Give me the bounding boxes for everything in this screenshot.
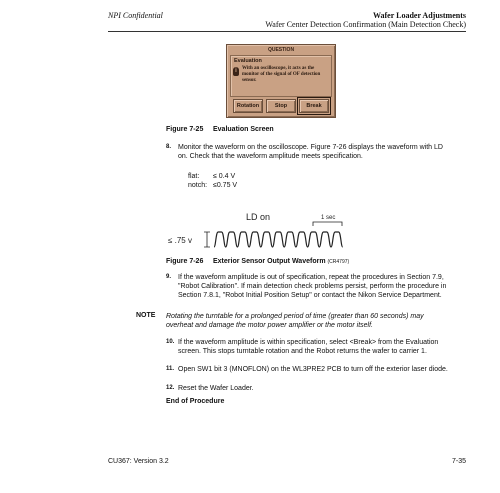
step-11-text: Open SW1 bit 3 (MNOFLON) on the WL3PRE2 PCB to turn off the exterior laser diode. xyxy=(178,366,448,373)
footer-version: CU367: Version 3.2 xyxy=(108,458,169,465)
figure-26-caption-text: Exterior Sensor Output Waveform xyxy=(213,258,326,265)
note-label: NOTE xyxy=(136,312,156,319)
break-button[interactable]: Break xyxy=(299,99,329,113)
evaluation-dialog xyxy=(226,44,336,118)
step-11-number: 11. xyxy=(166,366,175,372)
section-subtitle: Wafer Center Detection Confirmation (Main Detection Check) xyxy=(265,20,466,29)
ld-on-label: LD on xyxy=(246,212,271,222)
stop-button[interactable]: Stop xyxy=(266,99,296,113)
page-number: 7-35 xyxy=(451,458,466,465)
notch-value: ≤0.75 V xyxy=(213,182,238,189)
figure-26-ref: (CR4797) xyxy=(327,259,350,265)
step-12-text: Reset the Wafer Loader. xyxy=(178,385,254,392)
header-rule xyxy=(108,31,466,32)
step-10-number: 10. xyxy=(166,339,175,345)
step-9-text: If the waveform amplitude is out of specification, repeat the procedures in Section 7.9, "Robot Calibration". If main detection check problems persist, perform the procedure in Section 7.8.1, "Robot Initial Position Setup" or contact the Nikon Service Department. xyxy=(178,274,447,299)
waveform-figure xyxy=(160,205,360,255)
figure-26-number: Figure 7-26 xyxy=(166,258,204,265)
waveform-trace xyxy=(214,232,343,247)
dialog-message: With an oscilloscope, it acts as the monitor of the signal of OF detection sensor. xyxy=(242,66,321,83)
flat-value: ≤ 0.4 V xyxy=(213,173,236,180)
flat-label: flat: xyxy=(188,173,200,180)
step-10-text: If the waveform amplitude is within specification, select <Break> from the Evaluation screen. This stops turntable rotation and the Robot returns the wafer to carrier 1. xyxy=(178,339,439,355)
time-scale-bracket xyxy=(313,222,342,226)
time-scale-label: 1 sec xyxy=(321,215,336,221)
notch-label: notch: xyxy=(188,182,208,189)
end-of-procedure: End of Procedure xyxy=(166,398,225,405)
step-9-number: 9. xyxy=(166,274,172,280)
figure-25-caption: Evaluation Screen xyxy=(213,126,274,133)
amplitude-marker xyxy=(204,232,210,247)
step-8-number: 8. xyxy=(166,144,172,150)
figure-26-caption xyxy=(213,258,349,265)
dialog-title: QUESTION xyxy=(267,47,295,53)
step-8-text: Monitor the waveform on the oscilloscope. Figure 7-26 displays the waveform with LD on. Check that the waveform amplitude meets specification. xyxy=(178,144,443,160)
info-icon: i xyxy=(233,67,239,76)
figure-25-number: Figure 7-25 xyxy=(166,126,204,133)
rotation-button[interactable]: Rotation xyxy=(233,99,263,113)
step-12-number: 12. xyxy=(166,385,175,391)
confidential-label: NPI Confidential xyxy=(108,11,163,20)
dialog-heading: Evaluation xyxy=(234,58,262,64)
note-text: Rotating the turntable for a prolonged period of time (greater than 60 seconds) may overheat and damage the motor power amplifier or the motor itself. xyxy=(166,313,424,329)
amplitude-label: ≤ .75 v xyxy=(168,236,192,245)
section-title: Wafer Loader Adjustments xyxy=(372,11,466,20)
